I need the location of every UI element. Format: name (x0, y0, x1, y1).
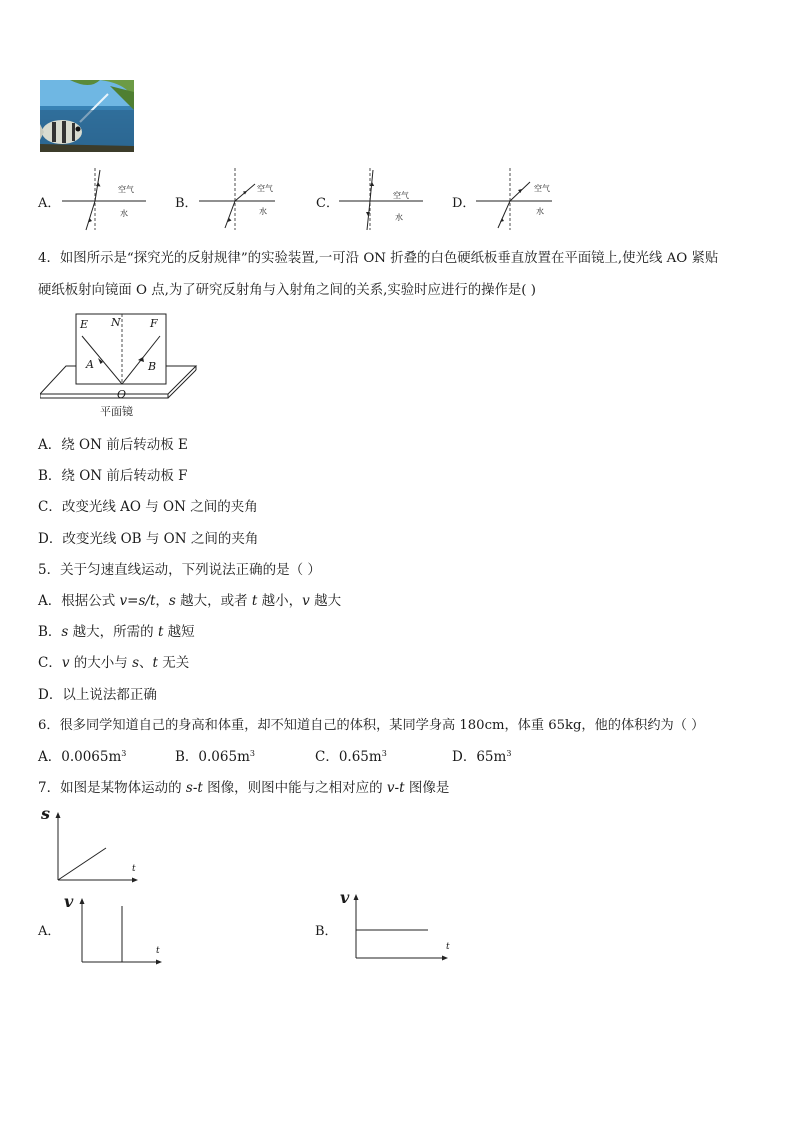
q3-b-water-label: 水 (259, 207, 267, 216)
q7-stem-vt: v-t (386, 780, 405, 796)
q5-c-s: s (132, 655, 140, 671)
q6-c-text: C．0.65m (315, 749, 382, 765)
q5-b-s: s (61, 624, 69, 640)
q5-option-d[interactable]: D．以上说法都正确 (38, 687, 157, 703)
q3-option-b-label: B． (175, 196, 198, 211)
q3-c-air-label: 空气 (393, 191, 409, 200)
q6-c-sup: 3 (381, 749, 387, 758)
q4-option-c[interactable]: C．改变光线 AO 与 ON 之间的夹角 (38, 499, 258, 515)
q3-d-air-label: 空气 (534, 184, 550, 193)
q5-c-v: v (61, 655, 70, 671)
q3-d-water-label: 水 (536, 207, 544, 216)
q4-stem-line1: 4．如图所示是“探究光的反射规律”的实验装置,一可沿 ON 折叠的白色硬纸板垂直放置在平面镜上,使光线 AO 紧贴 (38, 251, 719, 266)
q6-a-text: A．0.0065m (38, 749, 122, 765)
q7-st-xlabel: t (132, 864, 136, 874)
q3-option-c-diagram[interactable] (337, 166, 427, 232)
q5-b-suffix: 越短 (163, 624, 195, 640)
q3-b-air-label: 空气 (257, 184, 273, 193)
q6-option-a[interactable] (38, 748, 126, 766)
q7-stem-mid: 图像，则图中能与之相对应的 (202, 780, 387, 796)
q5-option-b[interactable] (38, 623, 195, 641)
q7-a-ylabel: v (64, 892, 74, 911)
q5-b-prefix: B． (38, 624, 62, 640)
q3-a-water-label: 水 (120, 209, 128, 218)
q4-label-o: O (117, 388, 127, 401)
q4-reflection-apparatus-figure (40, 312, 200, 420)
q4-label-n: N (111, 316, 121, 329)
q5-c-sep: 、 (139, 655, 153, 671)
q4-label-a: A (86, 358, 94, 371)
q5-a-text2: 越大，或者 (175, 593, 252, 609)
q4-label-b: B (148, 360, 157, 373)
q3-a-air-label: 空气 (118, 185, 134, 194)
q6-d-sup: 3 (506, 749, 512, 758)
q7-stem (38, 779, 449, 797)
q5-a-t: t (251, 593, 258, 609)
q6-option-c[interactable] (315, 748, 387, 766)
q4-option-b[interactable]: B．绕 ON 前后转动板 F (38, 468, 188, 484)
q5-c-t: t (152, 655, 158, 671)
archer-fish-photo (40, 80, 134, 152)
q7-stem-st: s-t (185, 780, 203, 796)
q3-option-a-label: A． (38, 196, 61, 211)
q5-stem: 5．关于匀速直线运动，下列说法正确的是（ ） (38, 562, 321, 578)
q3-option-b-diagram[interactable] (197, 166, 287, 232)
q7-b-xlabel: t (446, 942, 450, 952)
q7-stem-prefix: 7．如图是某物体运动的 (38, 780, 186, 796)
q5-a-text3: 越小， (257, 593, 303, 609)
q4-label-mirror: 平面镜 (100, 405, 133, 418)
q7-option-a-label: A． (38, 924, 61, 939)
q6-option-d[interactable] (452, 748, 511, 766)
q5-b-t: t (157, 624, 164, 640)
q6-stem: 6．很多同学知道自己的身高和体重，却不知道自己的体积，某同学身高 180cm，体重 65kg，他的体积约为（ ） (38, 718, 705, 733)
q4-option-d[interactable]: D．改变光线 OB 与 ON 之间的夹角 (38, 531, 259, 547)
q5-a-prefix: A．根据公式 (38, 593, 120, 609)
q5-a-text1: ， (155, 593, 169, 609)
q5-a-s: s (168, 593, 176, 609)
q6-b-text: B．0.065m (175, 749, 250, 765)
q6-a-sup: 3 (121, 749, 127, 758)
q6-d-text: D．65m (452, 749, 507, 765)
q5-b-text: 越大，所需的 (68, 624, 158, 640)
q5-a-formula: v=s/t (119, 593, 156, 609)
q3-option-c-label: C． (316, 196, 339, 211)
q6-option-b[interactable] (175, 748, 255, 766)
q7-option-a-graph[interactable] (62, 892, 172, 968)
q7-b-ylabel: v (340, 888, 350, 907)
q5-c-suffix: 无关 (157, 655, 190, 671)
q7-stem-suffix: 图像是 (404, 780, 450, 796)
q5-option-a[interactable] (38, 592, 341, 610)
q4-label-f: F (150, 317, 158, 330)
q3-option-a-diagram[interactable] (60, 166, 150, 232)
q7-a-xlabel: t (156, 946, 160, 956)
q7-option-b-label: B． (315, 924, 338, 939)
q4-option-a[interactable]: A．绕 ON 前后转动板 E (38, 437, 188, 453)
q3-option-d-label: D． (452, 196, 476, 211)
q3-c-water-label: 水 (395, 213, 403, 222)
q5-a-suffix: 越大 (309, 593, 342, 609)
q5-option-c[interactable] (38, 654, 189, 672)
q3-option-d-diagram[interactable] (474, 166, 564, 232)
q4-label-e: E (80, 318, 89, 331)
q7-st-graph (38, 806, 148, 886)
q5-c-text: 的大小与 (69, 655, 133, 671)
q6-b-sup: 3 (249, 749, 255, 758)
q7-option-b-graph[interactable] (338, 888, 458, 964)
q4-stem-line2: 硬纸板射向镜面 O 点,为了研究反射角与入射角之间的关系,实验时应进行的操作是( ) (38, 283, 536, 298)
q5-a-v: v (302, 593, 310, 609)
q5-c-prefix: C． (38, 655, 62, 671)
q7-st-ylabel: s (41, 804, 51, 823)
